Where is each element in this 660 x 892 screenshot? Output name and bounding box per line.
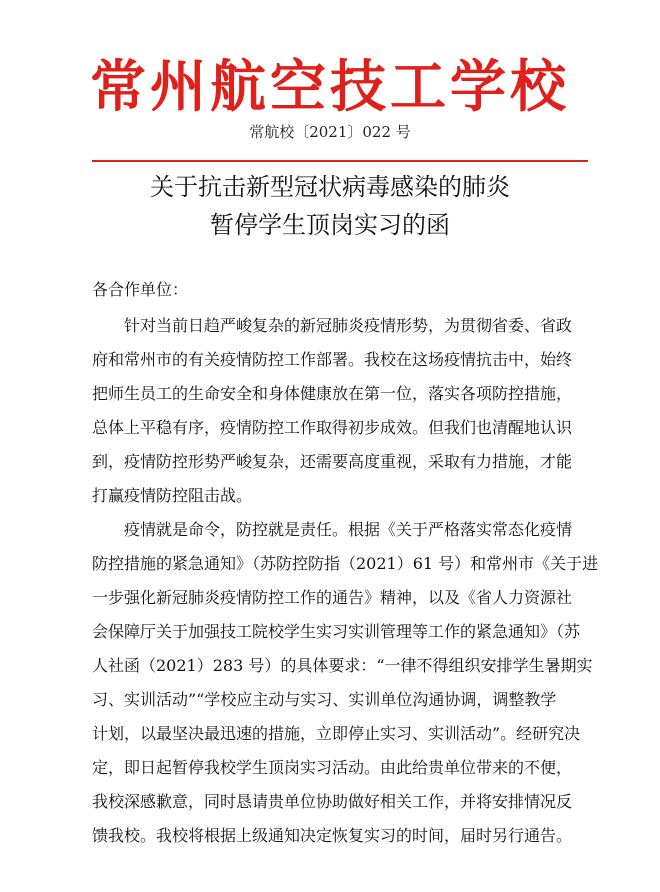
paragraph-line: 我校深感歉意，同时恳请贵单位协助做好相关工作，并将安排情况反 — [92, 792, 573, 811]
paragraph-line: 到，疫情防控形势严峻复杂，还需要高度重视，采取有力措施，才能 — [92, 452, 573, 471]
paragraph-line: 计划，以最坚决最迅速的措施，立即停止实习、实训活动”。经研究决 — [92, 724, 581, 743]
document-title — [0, 168, 660, 244]
document-title-line-1: 关于抗击新型冠状病毒感染的肺炎 — [150, 173, 510, 201]
red-header-rule — [92, 160, 588, 162]
paragraph-line: 打赢疫情防控阻击战。 — [92, 486, 253, 505]
paragraph-line: 习、实训活动”“学校应主动与实习、实训单位沟通协调，调整教学 — [92, 690, 557, 709]
paragraph-1 — [92, 309, 612, 513]
paragraph-2 — [92, 513, 612, 853]
paragraph-line: 把师生员工的生命安全和身体健康放在第一位，落实各项防控措施， — [92, 384, 573, 403]
paragraph-line: 定，即日起暂停我校学生顶岗实习活动。由此给贵单位带来的不便， — [92, 758, 573, 777]
paragraph-line: 针对当前日趋严峻复杂的新冠肺炎疫情形势，为贯彻省委、省政 — [92, 316, 573, 335]
salutation: 各合作单位： — [92, 280, 189, 299]
paragraph-line: 会保障厅关于加强技工院校学生实习实训管理等工作的紧急通知》（苏 — [92, 622, 581, 641]
document-number: 常航校〔2021〕022 号 — [249, 123, 411, 141]
paragraph-line: 府和常州市的有关疫情防控工作部署。我校在这场疫情抗击中，始终 — [92, 350, 573, 369]
paragraph-line: 防控措施的紧急通知》（苏防控防指（2021）61 号）和常州市《关于进 — [92, 554, 599, 573]
paragraph-line: 人社函（2021）283 号）的具体要求：“一律不得组织安排学生暑期实 — [92, 656, 593, 675]
school-name-heading: 常州航空技工学校 — [90, 55, 570, 120]
paragraph-line: 疫情就是命令，防控就是责任。根据《关于严格落实常态化疫情 — [92, 520, 573, 539]
document-title-line-2: 暂停学生顶岗实习的函 — [210, 211, 450, 239]
paragraph-line: 总体上平稳有序，疫情防控工作取得初步成效。但我们也清醒地认识 — [92, 418, 573, 437]
paragraph-line: 一步强化新冠肺炎疫情防控工作的通告》精神，以及《省人力资源社 — [92, 588, 573, 607]
paragraph-line: 馈我校。我校将根据上级通知决定恢复实习的时间，届时另行通告。 — [92, 826, 573, 845]
